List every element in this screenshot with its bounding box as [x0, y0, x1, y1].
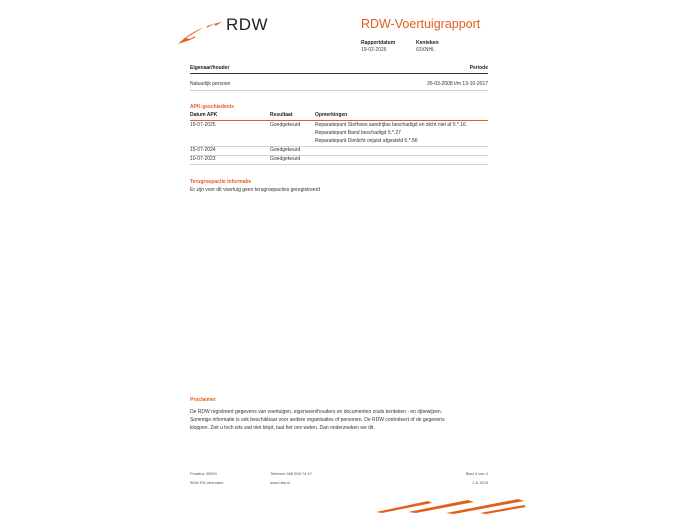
- disclaimer-line: De RDW registreert gegevens van voertuigen, eigenaren/houders en documenten zoals kenteken - en rijbewijzen.: [190, 409, 443, 415]
- footer-address: 9640 RA Veendam: [190, 480, 224, 485]
- footer-phone: Telefoon 088 008 74 47: [270, 471, 312, 476]
- rapportdatum-label: Rapportdatum: [361, 40, 396, 46]
- apk-row-date: 15-07-2025: [190, 122, 216, 128]
- apk-row-remark: Reparatiepunt Dimlicht onjuist afgesteld 5.*.56: [315, 138, 418, 144]
- logo-text: RDW: [226, 15, 269, 34]
- kenteken-value: 63XNHL: [416, 47, 435, 53]
- apk-header-rule: [190, 120, 488, 121]
- recall-section-title: Terugroepactie informatie: [190, 179, 252, 185]
- footer-web: www.rdw.nl: [270, 480, 291, 485]
- kenteken-label: Kenteken: [416, 40, 439, 46]
- owners-header-rule: [190, 73, 488, 74]
- rdw-logo-icon: [176, 20, 224, 46]
- apk-row-date: 10-07-2023: [190, 156, 216, 162]
- period-column-header: Periode: [469, 65, 488, 71]
- apk-row-result: Goedgekeurd: [270, 156, 301, 162]
- apk-row-rule: [190, 164, 488, 165]
- footer-stripes-icon: [368, 497, 528, 514]
- footer-code: 2.6.1678: [472, 480, 488, 485]
- recall-text: Er zijn voor dit voertuig geen terugroepacties geregistreerd: [190, 187, 321, 193]
- period-value: 26-03-2008 t/m 13-10-2017: [427, 81, 488, 87]
- owner-column-header: Eigenaar/houder: [190, 65, 230, 71]
- disclaimer-line: Sommige informatie is ook beschikbaar voor andere organisaties of personen. De RDW controleert of de gegevens: [190, 417, 445, 423]
- apk-row-remark: Reparatiepunt Band beschadigd 5.*.27: [315, 130, 401, 136]
- owner-value: Natuurlijk persoon: [190, 81, 231, 87]
- apk-row-rule: [190, 155, 488, 156]
- apk-row-result: Goedgekeurd: [270, 147, 301, 153]
- rapportdatum-value: 19-02-2026: [361, 47, 387, 53]
- disclaimer-line: kloppen. Ziet u toch iets wat niet klopt, laat het ons weten. Dan onderzoeken we dit.: [190, 425, 375, 431]
- apk-section-title: APK-geschiedenis: [190, 104, 234, 110]
- apk-result-header: Resultaat: [270, 112, 293, 118]
- disclaimer-title: Proclaimer: [190, 397, 216, 403]
- apk-row-rule: [190, 146, 488, 147]
- apk-row-date: 15-07-2024: [190, 147, 216, 153]
- owners-row-rule: [190, 90, 488, 91]
- page-title: RDW-Voertuigrapport: [361, 17, 481, 31]
- footer-page: Blad 4 van 4: [465, 471, 488, 476]
- apk-remarks-header: Opmerkingen: [315, 112, 348, 118]
- apk-date-header: Datum APK: [190, 112, 218, 118]
- apk-row-remark: Reparatiepunt Stofhoes aandrijfas beschadigd en dicht niet af 5.*.16: [315, 122, 466, 128]
- apk-row-result: Goedgekeurd: [270, 122, 301, 128]
- footer-postbus: Postbus 30000: [190, 471, 217, 476]
